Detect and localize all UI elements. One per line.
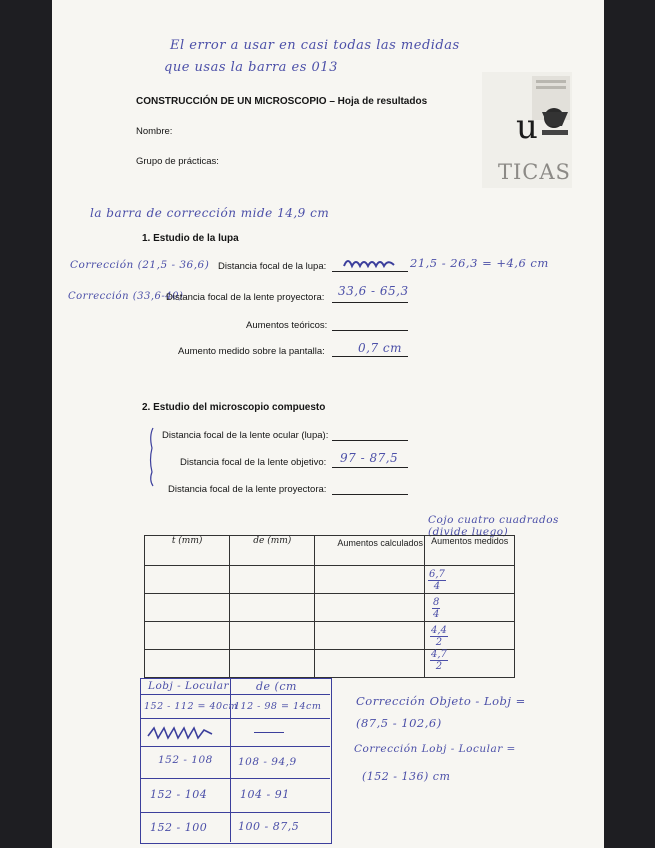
f-obj-line [332,467,408,468]
hand-cell: 152 - 108 [158,754,213,766]
table-row [145,622,515,650]
table-row [145,650,515,678]
scratch-icon [146,724,216,742]
f-proj-value: 33,6 - 65,3 [338,284,409,298]
hand-cell: 112 - 98 = 14cm [234,701,322,712]
hand-table-divider [140,718,330,719]
aum-med-line [332,356,408,357]
note-error-line2: que usas la barra es 013 [164,60,338,75]
note-corr-obj-val: (87,5 - 102,6) [356,716,442,730]
f-obj-label: Distancia focal de la lente objetivo: [180,457,327,468]
aum-med-label: Aumento medido sobre la pantalla: [178,346,325,357]
measured-fraction: $\frac{4,4}{2}$ [431,625,447,648]
note-cojo: Cojo cuatro cuadrados (divide luego) [428,514,559,538]
svg-text:u: u [516,107,538,147]
measured-fraction: $\frac{6,7}{4}$ [429,569,445,592]
aum-teor-label: Aumentos teóricos: [246,320,328,331]
measured-fraction: $\frac{4,7}{2}$ [431,649,447,672]
aum-med-value: 0,7 cm [358,341,402,355]
note-correction-1: Corrección (21,5 - 36,6) [70,259,210,271]
note-correction-2: Corrección (33,6-40) [68,291,184,302]
col-header-t: t (mm) [145,536,230,566]
dash-icon [254,732,284,733]
table-row [145,594,515,622]
col-header-aum-med: Aumentos medidos [425,536,515,566]
f-lupa-value: 21,5 - 26,3 = +4,6 cm [410,256,549,270]
note-corr-obj: Corrección Objeto - Lobj = [356,694,526,708]
section1-heading: 1. Estudio de la lupa [142,233,239,244]
f-proj2-label: Distancia focal de la lente proyectora: [168,484,327,495]
section2-heading: 2. Estudio del microscopio compuesto [142,402,326,413]
table-row [145,566,515,594]
hand-table-divider [140,812,330,813]
results-table [144,535,515,678]
measured-fraction: $\frac{8}{4}$ [433,597,440,620]
note-corr-loc-val: (152 - 136) cm [362,770,451,783]
f-lupa-label: Distancia focal de la lupa: [218,261,327,272]
f-proj2-line [332,494,408,495]
nombre-label: Nombre: [136,126,173,137]
f-ocular-line [332,440,408,441]
f-ocular-label: Distancia focal de la lente ocular (lupa): [162,430,329,441]
f-obj-value: 97 - 87,5 [340,451,399,465]
note-error-line1: El error a usar en casi todas las medidas [170,38,460,53]
aum-teor-line [332,330,408,331]
hand-cell: 152 - 100 [150,821,208,834]
hand-table-divider [140,778,330,779]
note-bar: la barra de corrección mide 14,9 cm [90,206,330,220]
f-proj-label: Distancia focal de la lente proyectora: [166,292,325,303]
hand-cell: 100 - 87,5 [238,820,300,833]
results-sheet [52,0,604,848]
hand-header-de: de (cm [256,680,297,693]
logo-text: TICAS [498,160,571,184]
col-header-de: de (mm) [230,536,315,566]
f-lupa-line [332,271,408,272]
hand-cell: 108 - 94,9 [238,756,297,768]
hand-cell: 104 - 91 [240,788,290,801]
hand-cell: 152 - 104 [150,788,208,801]
hand-header-l: Lobj - Locular [148,680,230,692]
sheet-title: CONSTRUCCIÓN DE UN MICROSCOPIO – Hoja de resultados [136,96,428,107]
hand-table-divider [140,694,330,695]
col-header-aum-calc: Aumentos calculados [315,536,425,566]
bracket-icon [148,426,154,488]
note-corr-loc: Corrección Lobj - Locular = [354,743,516,755]
f-proj-line [332,302,408,303]
hand-table-divider [140,746,330,747]
hand-cell: 152 - 112 = 40cm [144,701,238,712]
grupo-label: Grupo de prácticas: [136,156,219,167]
scribble-icon [342,256,396,270]
